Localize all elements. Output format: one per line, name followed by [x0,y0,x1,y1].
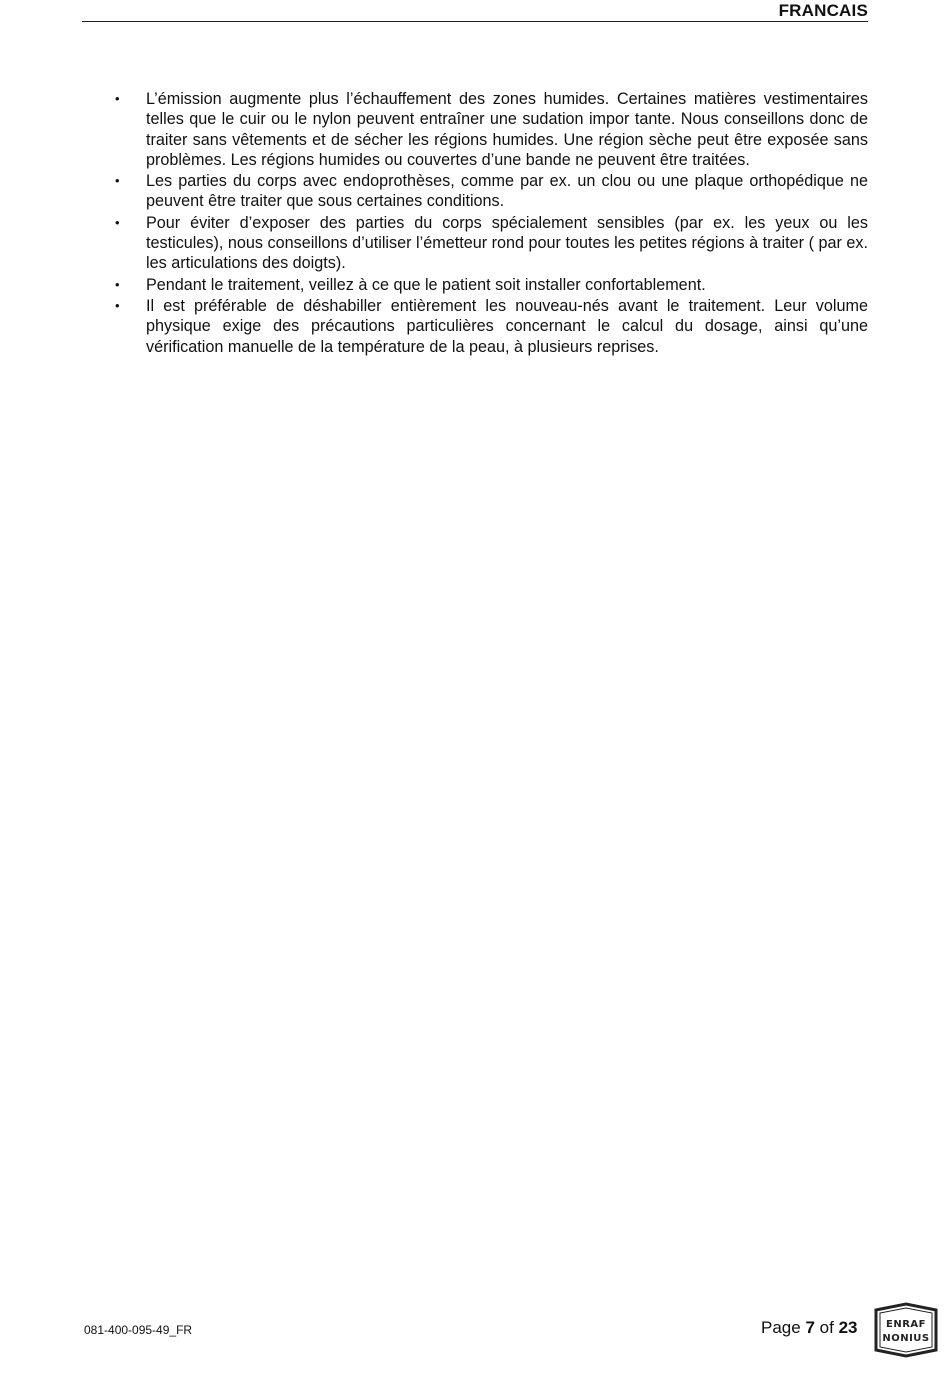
bullet-item: • Les parties du corps avec endoprothèses, comme par ex. un clou ou une plaque orthopédique ne peuvent être traiter que sous certaines conditions. [114,171,868,212]
logo-line2: NONIUS [882,1333,930,1344]
page-prefix: Page [761,1318,801,1337]
bullet-item: • L’émission augmente plus l’échauffement des zones humides. Certaines matières vestimentaires telles que le cuir ou le nylon peuvent entraîner une sudation impor tante. Nous conseillons donc de traiter sans vêtements et de sécher les régions humides. Une région sèche peut être exposée sans problèmes. Les régions humides ou couvertes d’une bande ne peuvent être traitées. [114,89,868,170]
bullet-item: • Pendant le traitement, veillez à ce que le patient soit installer confortablement. [114,275,868,295]
header-divider [82,21,868,22]
page-total: 23 [838,1318,858,1337]
page-indicator [761,1318,857,1338]
section-title: FRANCAIS [778,1,868,20]
bullet-item: • Il est préférable de déshabiller entièrement les nouveau-nés avant le traitement. Leur volume physique exige des précautions particulières concernant le calcul du dosage, ainsi qu’une vérification manuelle de la température de la peau, à plusieurs reprises. [114,296,868,357]
enraf-nonius-logo [872,1302,940,1358]
page-current: 7 [805,1318,815,1337]
page-of: of [819,1318,834,1337]
logo-line1: ENRAF [886,1319,926,1330]
document-number: 081-400-095-49_FR [84,1323,193,1337]
bullet-item: • Pour éviter d’exposer des parties du corps spécialement sensibles (par ex. les yeux ou les testicules), nous conseillons d’utiliser l’émetteur rond pour toutes les petites régions à traiter ( par ex. les articulations des doigts). [114,213,868,274]
bullet-list [114,89,868,358]
